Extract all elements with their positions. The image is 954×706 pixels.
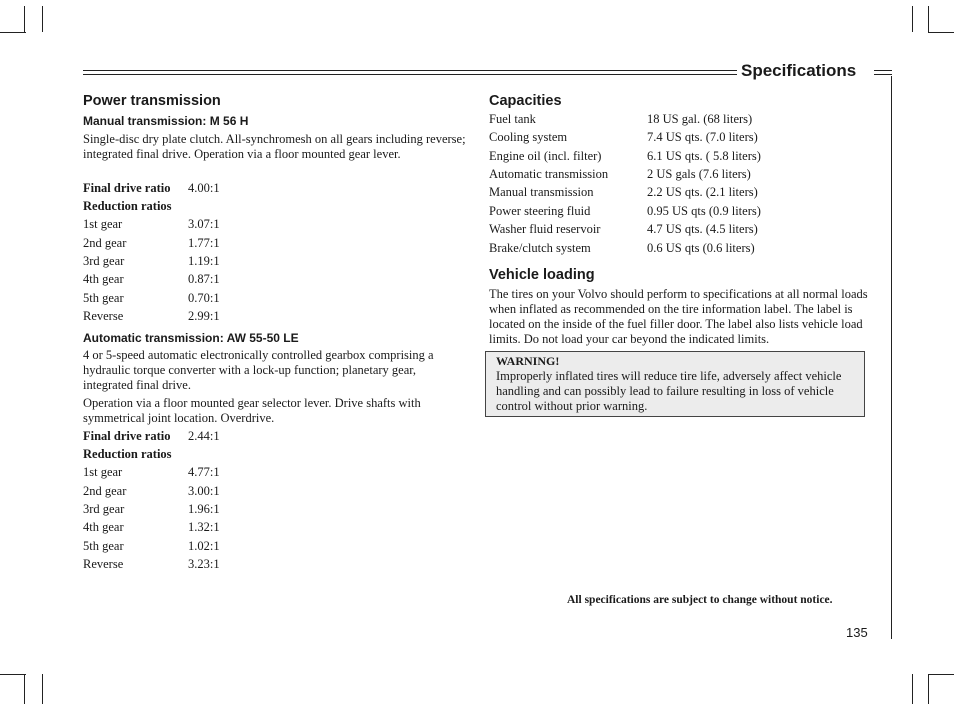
- gear-ratio: 1.77:1: [188, 236, 220, 250]
- warning-text: Improperly inflated tires will reduce tire life, adversely affect vehicle handling and can possibly lead to failure resulting in loss of vehicle control without prior warning.: [496, 369, 842, 413]
- gear-ratio: 3.00:1: [188, 484, 220, 498]
- capacity-value: 6.1 US qts. ( 5.8 liters): [647, 149, 761, 163]
- gear-label: 1st gear: [83, 465, 123, 479]
- manual-transmission-subheading: Manual transmission: M 56 H: [83, 114, 249, 128]
- gear-label: Reverse: [83, 557, 124, 571]
- capacity-label: Cooling system: [489, 130, 568, 144]
- warning-box: [485, 351, 865, 417]
- header-rule: [874, 70, 892, 71]
- gear-ratio: 1.32:1: [188, 520, 220, 534]
- automatic-description-2: Operation via a floor mounted gear selector lever. Drive shafts with symmetrical joint location. Overdrive.: [83, 396, 421, 425]
- capacities-heading: Capacities: [489, 93, 562, 109]
- crop-mark: [24, 6, 25, 32]
- capacity-value: 0.95 US qts (0.9 liters): [647, 204, 761, 218]
- gear-label: 2nd gear: [83, 236, 127, 250]
- capacity-label: Power steering fluid: [489, 204, 591, 218]
- crop-mark: [928, 6, 929, 32]
- capacity-label: Fuel tank: [489, 112, 536, 126]
- capacity-value: 4.7 US qts. (4.5 liters): [647, 222, 758, 236]
- vehicle-loading-text: The tires on your Volvo should perform to specifications at all normal loads when inflated as recommended on the tire information label. The label is located on the inside of the fuel filler door. The label also lists vehicle load limits. Do not load your car beyond the indicated limits.: [489, 287, 868, 346]
- manual-reduction-label: Reduction ratios: [83, 199, 172, 213]
- capacity-label: Automatic transmission: [489, 167, 609, 181]
- gear-label: 3rd gear: [83, 502, 125, 516]
- crop-mark: [0, 32, 26, 33]
- capacity-label: Brake/clutch system: [489, 241, 591, 255]
- label: Final drive ratio: [83, 429, 171, 443]
- header-rule: [83, 74, 737, 75]
- capacity-value: 7.4 US qts. (7.0 liters): [647, 130, 758, 144]
- gear-ratio: 1.02:1: [188, 539, 220, 553]
- vehicle-loading-heading: Vehicle loading: [489, 267, 595, 283]
- gear-ratio: 2.99:1: [188, 309, 220, 323]
- page-number: 135: [846, 625, 868, 640]
- crop-mark: [928, 674, 954, 675]
- capacity-value: 2.2 US qts. (2.1 liters): [647, 185, 758, 199]
- gear-label: 1st gear: [83, 217, 123, 231]
- page-title: Specifications: [741, 61, 857, 80]
- gear-ratio: 0.87:1: [188, 272, 220, 286]
- capacity-value: 18 US gal. (68 liters): [647, 112, 753, 126]
- gear-ratio: 1.96:1: [188, 502, 220, 516]
- crop-mark: [0, 674, 26, 675]
- capacity-label: Manual transmission: [489, 185, 594, 199]
- warning-title: WARNING!: [496, 354, 560, 368]
- manual-description: Single-disc dry plate clutch. All-synchromesh on all gears including reverse; integrated final drive. Operation via a floor mounted gear lever.: [83, 132, 466, 161]
- gear-label: 5th gear: [83, 291, 124, 305]
- crop-mark: [928, 32, 954, 33]
- capacity-value: 2 US gals (7.6 liters): [647, 167, 751, 181]
- gear-ratio: 3.23:1: [188, 557, 220, 571]
- crop-mark: [42, 6, 43, 32]
- crop-mark: [912, 6, 913, 32]
- value: 2.44:1: [188, 429, 220, 443]
- header-rule: [874, 74, 892, 75]
- automatic-reduction-label: Reduction ratios: [83, 447, 172, 461]
- power-transmission-heading: Power transmission: [83, 93, 221, 109]
- automatic-transmission-subheading: Automatic transmission: AW 55-50 LE: [83, 331, 299, 345]
- gear-ratio: 0.70:1: [188, 291, 220, 305]
- crop-mark: [912, 674, 913, 704]
- header-rule: [83, 70, 737, 71]
- label: Final drive ratio: [83, 181, 171, 195]
- gear-label: 4th gear: [83, 520, 124, 534]
- capacity-label: Engine oil (incl. filter): [489, 149, 602, 163]
- crop-mark: [928, 674, 929, 704]
- value: 4.00:1: [188, 181, 220, 195]
- automatic-description-1: 4 or 5-speed automatic electronically controlled gearbox comprising a hydraulic torque converter with a lock-up function; planetary gear, integrated final drive.: [83, 348, 434, 392]
- gear-ratio: 1.19:1: [188, 254, 220, 268]
- gear-label: 5th gear: [83, 539, 124, 553]
- capacity-label: Washer fluid reservoir: [489, 222, 601, 236]
- crop-mark: [24, 674, 25, 704]
- capacity-value: 0.6 US qts (0.6 liters): [647, 241, 755, 255]
- gear-label: Reverse: [83, 309, 124, 323]
- gear-label: 3rd gear: [83, 254, 125, 268]
- gear-label: 2nd gear: [83, 484, 127, 498]
- crop-mark: [42, 674, 43, 704]
- gear-ratio: 3.07:1: [188, 217, 220, 231]
- gear-ratio: 4.77:1: [188, 465, 220, 479]
- margin-rule: [891, 76, 892, 639]
- gear-label: 4th gear: [83, 272, 124, 286]
- change-notice: All specifications are subject to change without notice.: [567, 594, 833, 606]
